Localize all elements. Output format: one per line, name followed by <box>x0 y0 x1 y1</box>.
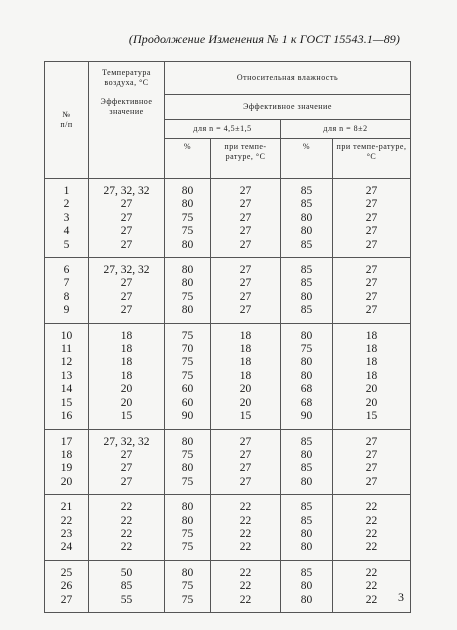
humidity-temp-n2-cell: 22 <box>333 528 411 541</box>
air-temperature-cell: 15 <box>89 410 165 429</box>
row-number-cell: 8 <box>45 291 89 304</box>
humidity-temp-n1-cell: 27 <box>211 198 281 211</box>
humidity-pct-n1-cell: 75 <box>165 323 211 343</box>
humidity-pct-n2-cell: 75 <box>281 343 333 356</box>
humidity-temp-n2-cell: 18 <box>333 370 411 383</box>
air-temperature-cell: 27 <box>89 291 165 304</box>
air-temperature-cell: 27 <box>89 304 165 323</box>
table-row-group <box>45 429 411 495</box>
row-number-cell: 3 <box>45 212 89 225</box>
air-temperature-cell: 27 <box>89 476 165 495</box>
humidity-temp-n1-cell: 18 <box>211 323 281 343</box>
table-row <box>45 560 411 580</box>
humidity-temp-n1-cell: 27 <box>211 239 281 258</box>
row-number-cell: 27 <box>45 594 89 613</box>
humidity-temp-n1-cell: 27 <box>211 258 281 278</box>
humidity-pct-n1-cell: 80 <box>165 462 211 475</box>
humidity-temp-n2-cell: 27 <box>333 239 411 258</box>
humidity-temp-n1-cell: 27 <box>211 212 281 225</box>
humidity-temp-n1-cell: 27 <box>211 277 281 290</box>
humidity-temp-n2-cell: 18 <box>333 343 411 356</box>
air-temperature-cell: 20 <box>89 397 165 410</box>
row-number-cell: 25 <box>45 560 89 580</box>
humidity-temp-n1-cell: 27 <box>211 179 281 199</box>
humidity-pct-n1-cell: 75 <box>165 449 211 462</box>
humidity-pct-n2-cell: 85 <box>281 429 333 449</box>
row-number-cell: 16 <box>45 410 89 429</box>
humidity-pct-n2-cell: 80 <box>281 476 333 495</box>
air-temperature-cell: 27, 32, 32 <box>89 429 165 449</box>
humidity-temp-n2-cell: 27 <box>333 462 411 475</box>
humidity-temp-n2-cell: 22 <box>333 560 411 580</box>
row-number-cell: 14 <box>45 383 89 396</box>
row-number-cell: 12 <box>45 356 89 369</box>
humidity-pct-n2-cell: 85 <box>281 179 333 199</box>
air-temperature-cell: 55 <box>89 594 165 613</box>
humidity-pct-n2-cell: 85 <box>281 239 333 258</box>
humidity-temp-n1-cell: 20 <box>211 397 281 410</box>
humidity-temp-n2-cell: 20 <box>333 383 411 396</box>
row-number-cell: 26 <box>45 580 89 593</box>
humidity-temp-n1-cell: 27 <box>211 291 281 304</box>
table-row <box>45 343 411 356</box>
table-row <box>45 291 411 304</box>
table-row <box>45 528 411 541</box>
air-temperature-cell: 27 <box>89 277 165 290</box>
row-number-cell: 13 <box>45 370 89 383</box>
row-number-cell: 1 <box>45 179 89 199</box>
air-temperature-cell: 22 <box>89 515 165 528</box>
humidity-pct-n2-cell: 80 <box>281 212 333 225</box>
table-row-group <box>45 560 411 612</box>
humidity-pct-n1-cell: 80 <box>165 258 211 278</box>
humidity-pct-n2-cell: 80 <box>281 580 333 593</box>
row-number-cell: 4 <box>45 225 89 238</box>
air-temperature-cell: 50 <box>89 560 165 580</box>
air-temperature-cell: 22 <box>89 495 165 515</box>
air-temperature-cell: 18 <box>89 356 165 369</box>
row-number-cell: 7 <box>45 277 89 290</box>
humidity-temp-n2-cell: 27 <box>333 225 411 238</box>
humidity-pct-n1-cell: 80 <box>165 429 211 449</box>
humidity-pct-n1-cell: 60 <box>165 383 211 396</box>
humidity-temp-n1-cell: 20 <box>211 383 281 396</box>
humidity-pct-n2-cell: 85 <box>281 304 333 323</box>
air-temperature-cell: 18 <box>89 343 165 356</box>
row-number-cell: 18 <box>45 449 89 462</box>
climate-conditions-table <box>44 61 411 613</box>
air-temperature-cell: 27, 32, 32 <box>89 179 165 199</box>
header-humidity-effective: Эффективное значение <box>165 95 411 120</box>
humidity-temp-n2-cell: 27 <box>333 291 411 304</box>
humidity-temp-n1-cell: 27 <box>211 476 281 495</box>
table-row <box>45 239 411 258</box>
humidity-pct-n1-cell: 80 <box>165 515 211 528</box>
header-percent-2: % <box>281 139 333 179</box>
table-row <box>45 462 411 475</box>
air-temperature-cell: 27 <box>89 198 165 211</box>
row-number-cell: 22 <box>45 515 89 528</box>
humidity-pct-n1-cell: 80 <box>165 304 211 323</box>
humidity-temp-n2-cell: 22 <box>333 495 411 515</box>
humidity-pct-n2-cell: 80 <box>281 594 333 613</box>
humidity-temp-n1-cell: 15 <box>211 410 281 429</box>
air-temperature-cell: 27 <box>89 449 165 462</box>
row-number-cell: 20 <box>45 476 89 495</box>
humidity-pct-n1-cell: 80 <box>165 277 211 290</box>
humidity-pct-n2-cell: 85 <box>281 198 333 211</box>
header-relative-humidity: Относительная влажность <box>165 62 411 95</box>
humidity-temp-n1-cell: 22 <box>211 515 281 528</box>
table-row <box>45 383 411 396</box>
humidity-temp-n1-cell: 22 <box>211 528 281 541</box>
table-row <box>45 198 411 211</box>
row-number-cell: 9 <box>45 304 89 323</box>
table-row <box>45 541 411 560</box>
row-number-cell: 24 <box>45 541 89 560</box>
table-row <box>45 225 411 238</box>
humidity-pct-n2-cell: 85 <box>281 495 333 515</box>
humidity-temp-n2-cell: 22 <box>333 580 411 593</box>
air-temperature-cell: 27, 32, 32 <box>89 258 165 278</box>
humidity-temp-n2-cell: 27 <box>333 449 411 462</box>
humidity-temp-n2-cell: 27 <box>333 476 411 495</box>
humidity-pct-n1-cell: 80 <box>165 179 211 199</box>
table-row <box>45 212 411 225</box>
humidity-temp-n2-cell: 27 <box>333 198 411 211</box>
humidity-pct-n1-cell: 75 <box>165 212 211 225</box>
humidity-temp-n2-cell: 22 <box>333 594 411 613</box>
table-row <box>45 515 411 528</box>
table-row <box>45 277 411 290</box>
row-number-cell: 19 <box>45 462 89 475</box>
air-temperature-cell: 18 <box>89 323 165 343</box>
humidity-temp-n1-cell: 27 <box>211 462 281 475</box>
humidity-temp-n1-cell: 27 <box>211 225 281 238</box>
humidity-pct-n2-cell: 85 <box>281 560 333 580</box>
humidity-temp-n2-cell: 27 <box>333 179 411 199</box>
table-row <box>45 258 411 278</box>
humidity-pct-n1-cell: 75 <box>165 370 211 383</box>
humidity-pct-n2-cell: 85 <box>281 258 333 278</box>
row-number-cell: 17 <box>45 429 89 449</box>
table-row <box>45 179 411 199</box>
humidity-pct-n1-cell: 70 <box>165 343 211 356</box>
humidity-temp-n1-cell: 22 <box>211 580 281 593</box>
humidity-temp-n1-cell: 22 <box>211 495 281 515</box>
table-row <box>45 304 411 323</box>
humidity-pct-n1-cell: 75 <box>165 528 211 541</box>
humidity-temp-n1-cell: 27 <box>211 449 281 462</box>
humidity-temp-n2-cell: 27 <box>333 304 411 323</box>
humidity-pct-n1-cell: 75 <box>165 476 211 495</box>
humidity-temp-n2-cell: 27 <box>333 429 411 449</box>
header-n-8: для n = 8±2 <box>281 120 411 139</box>
table-row <box>45 397 411 410</box>
humidity-temp-n1-cell: 18 <box>211 343 281 356</box>
humidity-pct-n2-cell: 80 <box>281 528 333 541</box>
humidity-pct-n1-cell: 75 <box>165 291 211 304</box>
humidity-pct-n2-cell: 85 <box>281 277 333 290</box>
humidity-pct-n2-cell: 80 <box>281 291 333 304</box>
humidity-pct-n1-cell: 80 <box>165 239 211 258</box>
humidity-temp-n2-cell: 22 <box>333 541 411 560</box>
humidity-pct-n1-cell: 80 <box>165 198 211 211</box>
humidity-pct-n1-cell: 75 <box>165 580 211 593</box>
table-row <box>45 410 411 429</box>
row-number-cell: 15 <box>45 397 89 410</box>
table-row <box>45 449 411 462</box>
table-row <box>45 495 411 515</box>
header-at-temperature-2: при темпе-ратуре, °С <box>333 139 411 179</box>
humidity-temp-n1-cell: 18 <box>211 370 281 383</box>
row-number-cell: 2 <box>45 198 89 211</box>
humidity-pct-n2-cell: 85 <box>281 515 333 528</box>
air-temperature-cell: 27 <box>89 239 165 258</box>
header-number: № п/п <box>45 62 89 179</box>
humidity-temp-n2-cell: 27 <box>333 258 411 278</box>
humidity-temp-n1-cell: 22 <box>211 560 281 580</box>
table-row <box>45 580 411 593</box>
table-row <box>45 370 411 383</box>
humidity-temp-n2-cell: 18 <box>333 323 411 343</box>
humidity-pct-n2-cell: 80 <box>281 225 333 238</box>
page-number: 3 <box>398 590 404 604</box>
header-air-temperature: Температура воздуха, °С <box>89 62 165 95</box>
humidity-temp-n2-cell: 18 <box>333 356 411 369</box>
humidity-pct-n1-cell: 75 <box>165 594 211 613</box>
humidity-pct-n1-cell: 75 <box>165 225 211 238</box>
humidity-pct-n2-cell: 68 <box>281 383 333 396</box>
header-n-4-5: для n = 4,5±1,5 <box>165 120 281 139</box>
header-at-temperature-1: при темпе-ратуре, °С <box>211 139 281 179</box>
air-temperature-cell: 22 <box>89 528 165 541</box>
humidity-temp-n2-cell: 15 <box>333 410 411 429</box>
table-row-group <box>45 179 411 258</box>
humidity-pct-n2-cell: 80 <box>281 323 333 343</box>
row-number-cell: 23 <box>45 528 89 541</box>
table-row <box>45 429 411 449</box>
humidity-temp-n1-cell: 27 <box>211 304 281 323</box>
row-number-cell: 10 <box>45 323 89 343</box>
humidity-pct-n2-cell: 80 <box>281 449 333 462</box>
humidity-pct-n2-cell: 80 <box>281 541 333 560</box>
header-percent-1: % <box>165 139 211 179</box>
humidity-pct-n2-cell: 80 <box>281 370 333 383</box>
humidity-temp-n2-cell: 20 <box>333 397 411 410</box>
air-temperature-cell: 27 <box>89 462 165 475</box>
humidity-pct-n1-cell: 80 <box>165 560 211 580</box>
humidity-pct-n2-cell: 80 <box>281 356 333 369</box>
table-row <box>45 476 411 495</box>
table-row <box>45 356 411 369</box>
table-row-group <box>45 495 411 561</box>
humidity-temp-n1-cell: 22 <box>211 541 281 560</box>
humidity-pct-n2-cell: 90 <box>281 410 333 429</box>
row-number-cell: 6 <box>45 258 89 278</box>
air-temperature-cell: 85 <box>89 580 165 593</box>
table-row-group <box>45 323 411 429</box>
air-temperature-cell: 27 <box>89 225 165 238</box>
humidity-pct-n2-cell: 85 <box>281 462 333 475</box>
humidity-pct-n1-cell: 75 <box>165 541 211 560</box>
table-row <box>45 323 411 343</box>
humidity-pct-n1-cell: 90 <box>165 410 211 429</box>
humidity-temp-n2-cell: 27 <box>333 212 411 225</box>
document-header: (Продолжение Изменения № 1 к ГОСТ 15543.1—89) <box>128 32 400 46</box>
humidity-temp-n1-cell: 18 <box>211 356 281 369</box>
row-number-cell: 21 <box>45 495 89 515</box>
air-temperature-cell: 18 <box>89 370 165 383</box>
table-row <box>45 594 411 613</box>
humidity-pct-n1-cell: 60 <box>165 397 211 410</box>
humidity-temp-n1-cell: 22 <box>211 594 281 613</box>
humidity-temp-n2-cell: 27 <box>333 277 411 290</box>
air-temperature-cell: 22 <box>89 541 165 560</box>
row-number-cell: 5 <box>45 239 89 258</box>
humidity-pct-n1-cell: 75 <box>165 356 211 369</box>
air-temperature-cell: 20 <box>89 383 165 396</box>
humidity-pct-n2-cell: 68 <box>281 397 333 410</box>
air-temperature-cell: 27 <box>89 212 165 225</box>
humidity-temp-n2-cell: 22 <box>333 515 411 528</box>
table-row-group <box>45 258 411 324</box>
humidity-temp-n1-cell: 27 <box>211 429 281 449</box>
header-temp-effective: Эффективное значение <box>89 95 165 179</box>
row-number-cell: 11 <box>45 343 89 356</box>
humidity-pct-n1-cell: 80 <box>165 495 211 515</box>
